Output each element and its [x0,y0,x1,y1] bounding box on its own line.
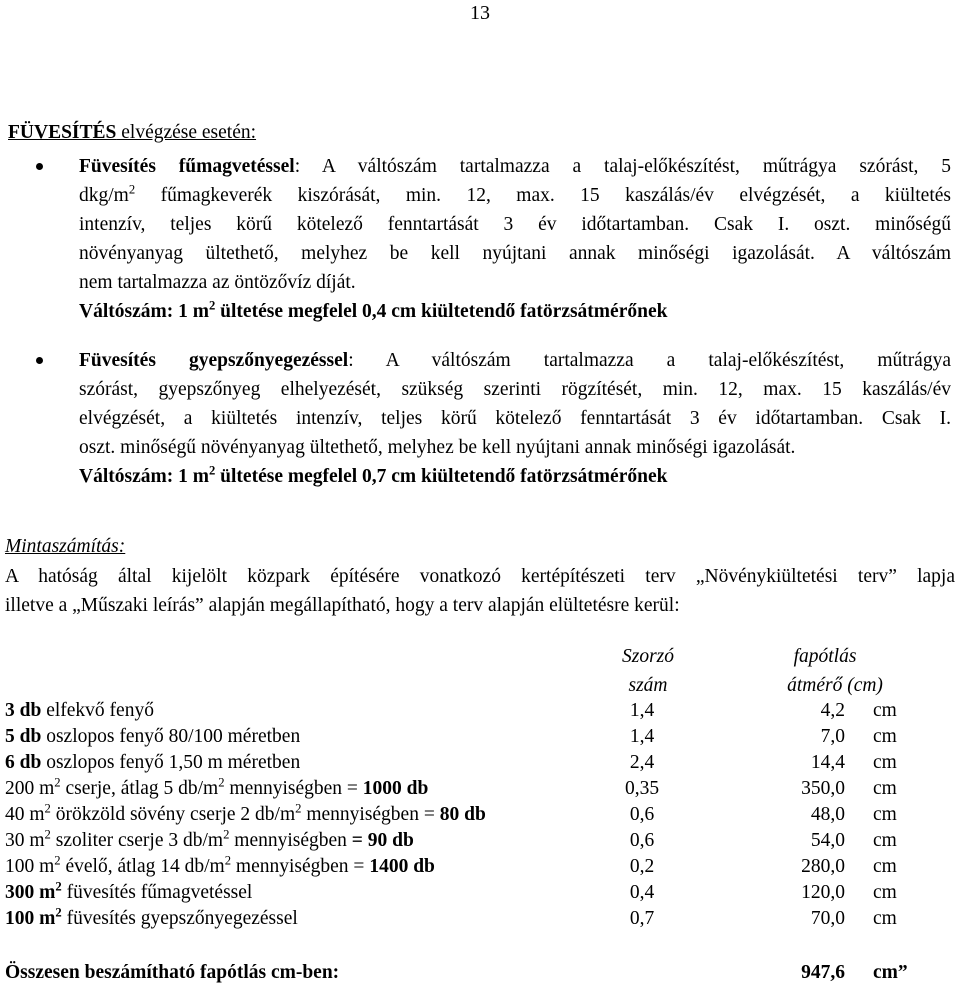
item-description: 6 db oszlopos fenyő 1,50 m méretben [5,752,301,773]
bullet-1-line: nem tartalmazza az öntözővíz díját. [79,272,356,293]
diameter-value: 7,0 [820,726,845,747]
item-description: 200 $m^2$ cserje, átlag 5 $db/m^2$ mennyiségben = 1000 db [5,775,429,799]
multiplier-value: 0,7 [629,908,655,929]
unit: cm [873,882,897,903]
diameter-value: 120,0 [801,882,845,903]
bullet-1-line: dkg/$m^2$ fűmagkeverék kiszórását, min. 12, max. 15 kaszálás/év elvégzését, a kiültetés [79,182,951,206]
diameter-header: fapótlás [793,646,857,667]
bullet-2-line: szórást, gyepszőnyeg elhelyezését, szükség szerinti rögzítését, min. 12, max. 15 kaszálás/év [79,379,951,400]
multiplier-value: 0,6 [629,804,655,825]
multiplier-value: 0,4 [629,882,655,903]
diameter-value: 350,0 [801,778,845,799]
multiplier-value: 0,6 [629,830,655,851]
multiplier-value: 0,2 [629,856,655,877]
sample-text-line: illetve a „Műszaki leírás” alapján megállapítható, hogy a terv alapján elültetésre kerül: [5,595,680,616]
table-row [5,802,955,828]
bullet-1-line: intenzív, teljes körű kötelező fenntartását 3 év időtartamban. Csak I. oszt. minőségű [79,214,951,235]
bullet-icon [36,163,43,170]
total-value: 947,6 [801,962,845,983]
unit: cm [873,700,897,721]
total-unit: cm” [873,962,908,983]
table-row [5,906,955,932]
diameter-value: 54,0 [810,830,845,851]
item-description: 30 $m^2$ szoliter cserje 3 $db/m^2$ mennyiségben = 90 db [5,827,414,851]
unit: cm [873,804,897,825]
diameter-header: átmérő (cm) [787,675,883,696]
section-heading-rest: elvégzése esetén: [116,122,257,143]
unit: cm [873,830,897,851]
page-number: 13 [470,2,490,24]
bullet-2-line: Füvesítés gyepszőnyegezéssel: A váltószám tartalmazza a talaj-előkészítést, műtrágya [79,350,951,371]
table-row [5,750,955,776]
item-description: 300 $m^2$ füvesítés fűmagvetéssel [5,879,253,903]
bullet-1-title: Füvesítés fűmagvetéssel [79,156,295,177]
item-description: 100 $m^2$ évelő, átlag 14 $db/m^2$ mennyiségben = 1400 db [5,853,435,877]
unit: cm [873,778,897,799]
table-row [5,724,955,750]
sample-text-line: A hatóság által kijelölt közpark építésére vonatkozó kertépítészeti terv „Növénykiültetési terv” lapja [5,566,955,587]
bullet-2-conversion-rate: Váltószám: 1 $m^2$ ültetése megfelel 0,7 cm kiültetendő fatörzsátmérőnek [79,463,668,487]
multiplier-value: 1,4 [629,726,655,747]
bullet-2-line: elvégzését, a kiültetés intenzív, teljes körű kötelező fenntartását 3 év időtartamban. Csak I. [79,408,951,429]
item-description: 40 $m^2$ örökzöld sövény cserje 2 $db/m^2$ mennyiségben = 80 db [5,801,486,825]
diameter-value: 14,4 [810,752,845,773]
diameter-value: 48,0 [810,804,845,825]
bullet-1-line: Füvesítés fűmagvetéssel: A váltószám tartalmazza a talaj-előkészítést, műtrágya szórást, 5 [79,156,952,177]
item-description: 5 db oszlopos fenyő 80/100 méretben [5,726,301,747]
unit: cm [873,856,897,877]
table-row [5,776,955,802]
unit: cm [873,752,897,773]
bullet-1-conversion-rate: Váltószám: 1 $m^2$ ültetése megfelel 0,4 cm kiültetendő fatörzsátmérőnek [79,298,668,322]
total-label: Összesen beszámítható fapótlás cm-ben: [5,962,340,983]
sample-heading: Mintaszámítás: [5,536,126,557]
multiplier-header: szám [628,675,668,696]
bullet-2-paragraph [79,346,951,491]
total-row [5,960,955,986]
bullet-1-paragraph [79,152,951,326]
diameter-value: 280,0 [801,856,845,877]
diameter-value: 4,2 [820,700,845,721]
section-heading-bold: FÜVESÍTÉS [8,122,117,143]
bullet-1-line: növényanyag ültethető, melyhez be kell nyújtani annak minőségi igazolását. A váltószám [79,243,951,264]
item-description: 3 db elfekvő fenyő [5,700,154,721]
table-row [5,698,955,724]
unit: cm [873,908,897,929]
unit: cm [873,726,897,747]
table-row [5,880,955,906]
multiplier-value: 2,4 [629,752,655,773]
diameter-value: 70,0 [810,908,845,929]
multiplier-value: 1,4 [629,700,655,721]
item-description: 100 $m^2$ füvesítés gyepszőnyegezéssel [5,905,298,929]
section-heading [8,122,256,144]
bullet-2-line: oszt. minőségű növényanyag ültethető, melyhez be kell nyújtani annak minőségi igazolását. [79,437,796,458]
multiplier-header: Szorzó [621,646,675,667]
bullet-2-title: Füvesítés gyepszőnyegezéssel [79,350,349,371]
bullet-icon [36,357,43,364]
table-row [5,854,955,880]
multiplier-value: 0,35 [624,778,660,799]
table-row [5,828,955,854]
